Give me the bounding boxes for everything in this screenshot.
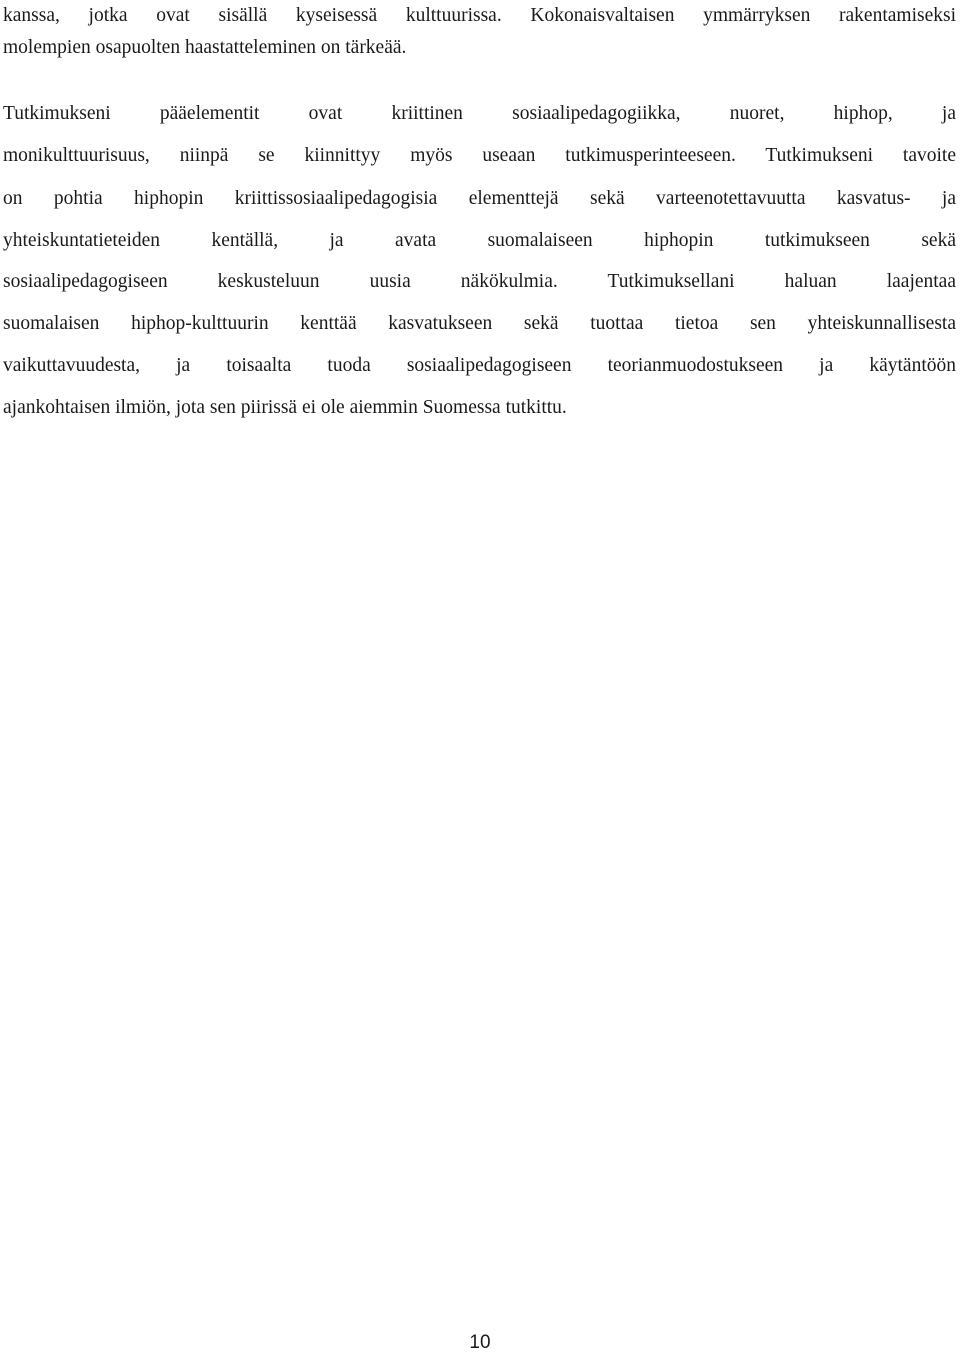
text-line: Tutkimukseni pääelementit ovat kriittinen sosiaalipedagogiikka, nuoret, hiphop, ja xyxy=(3,103,956,124)
text-line: sosiaalipedagogiseen keskusteluun uusia näkökulmia. Tutkimuksellani haluan laajentaa xyxy=(3,271,956,292)
text-line: monikulttuurisuus, niinpä se kiinnittyy myös useaan tutkimusperinteeseen. Tutkimukseni tavoite xyxy=(3,145,956,166)
text-line: on pohtia hiphopin kriittissosiaalipedagogisia elementtejä sekä varteenotettavuutta kasvatus- ja xyxy=(3,188,956,209)
text-line: vaikuttavuudesta, ja toisaalta tuoda sosiaalipedagogiseen teorianmuodostukseen ja käytäntöön xyxy=(3,355,956,376)
text-line: suomalaisen hiphop-kulttuurin kenttää kasvatukseen sekä tuottaa tietoa sen yhteiskunnallisesta xyxy=(3,313,956,334)
text-line: ajankohtaisen ilmiön, jota sen piirissä ei ole aiemmin Suomessa tutkittu. xyxy=(3,397,567,418)
page-number: 10 xyxy=(469,1332,491,1353)
text-line: molempien osapuolten haastatteleminen on tärkeää. xyxy=(3,37,407,58)
text-line: kanssa, jotka ovat sisällä kyseisessä kulttuurissa. Kokonaisvaltaisen ymmärryksen rakentamiseksi xyxy=(3,5,956,26)
text-line: yhteiskuntatieteiden kentällä, ja avata suomalaiseen hiphopin tutkimukseen sekä xyxy=(3,230,956,251)
